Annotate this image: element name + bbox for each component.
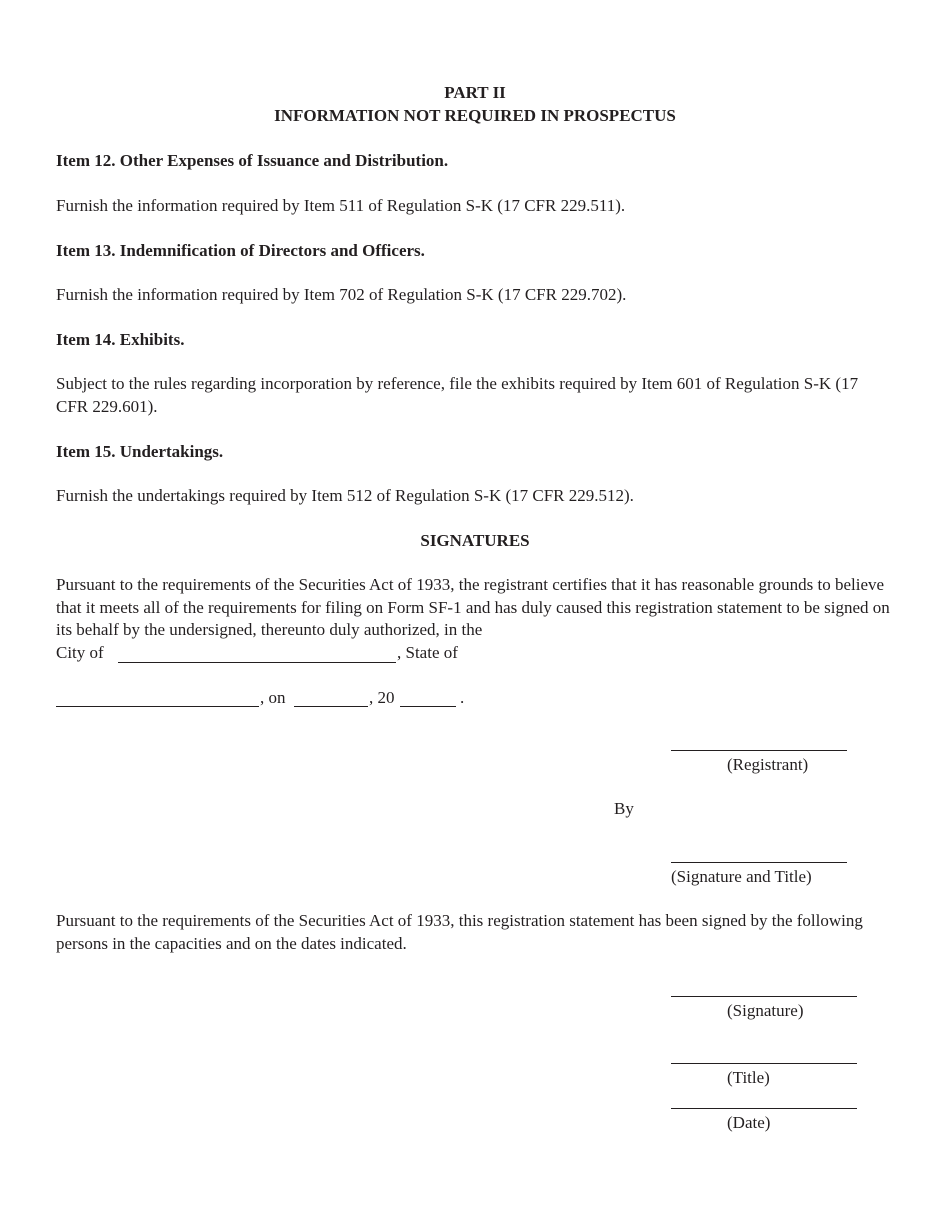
date-label: (Date) — [727, 1113, 771, 1132]
date-blank[interactable] — [294, 706, 368, 707]
item-15-heading: Item 15. Undertakings. — [56, 442, 224, 461]
signatures-paragraph-1: Pursuant to the requirements of the Securities Act of 1933, the registrant certifies that it has reasonable grounds to believe that it meets all of the requirements for filing on Form SF-1 and has duly caused this registration statement to be signed on its behalf by the undersigned, thereunto duly authorized, in the — [56, 575, 890, 639]
signature-title-blank[interactable] — [671, 862, 847, 863]
signature-title-label: (Signature and Title) — [671, 867, 812, 886]
item-13-body: Furnish the information required by Item 702 of Regulation S-K (17 CFR 229.702). — [56, 285, 627, 304]
year-label: , 20 — [369, 688, 395, 707]
item-12-body: Furnish the information required by Item 511 of Regulation S-K (17 CFR 229.511). — [56, 196, 626, 215]
period-mark: . — [460, 688, 465, 707]
year-blank[interactable] — [400, 706, 456, 707]
registrant-label: (Registrant) — [727, 755, 809, 774]
signature-blank[interactable] — [671, 996, 857, 997]
part-heading: PART II — [444, 83, 506, 102]
state-blank[interactable] — [56, 706, 259, 707]
item-15-body: Furnish the undertakings required by Item 512 of Regulation S-K (17 CFR 229.512). — [56, 486, 634, 505]
by-label: By — [614, 799, 634, 818]
part-title: INFORMATION NOT REQUIRED IN PROSPECTUS — [274, 106, 676, 125]
item-14-heading: Item 14. Exhibits. — [56, 330, 185, 349]
item-14-body: Subject to the rules regarding incorporation by reference, file the exhibits required by Item 601 of Regulation S-K (17 CFR 229.601). — [56, 374, 859, 416]
item-12-heading: Item 12. Other Expenses of Issuance and Distribution. — [56, 151, 449, 170]
signatures-heading: SIGNATURES — [420, 531, 530, 550]
signatures-paragraph-2: Pursuant to the requirements of the Securities Act of 1933, this registration statement has been signed by the following persons in the capacities and on the dates indicated. — [56, 911, 863, 953]
city-label: City of — [56, 643, 104, 662]
on-label: , on — [260, 688, 286, 707]
title-blank[interactable] — [671, 1063, 857, 1064]
date-signed-blank[interactable] — [671, 1108, 857, 1109]
title-label: (Title) — [727, 1068, 770, 1087]
item-13-heading: Item 13. Indemnification of Directors and Officers. — [56, 241, 425, 260]
city-blank[interactable] — [118, 662, 396, 663]
signature-label: (Signature) — [727, 1001, 804, 1020]
registrant-blank[interactable] — [671, 750, 847, 751]
state-label: , State of — [397, 643, 458, 662]
